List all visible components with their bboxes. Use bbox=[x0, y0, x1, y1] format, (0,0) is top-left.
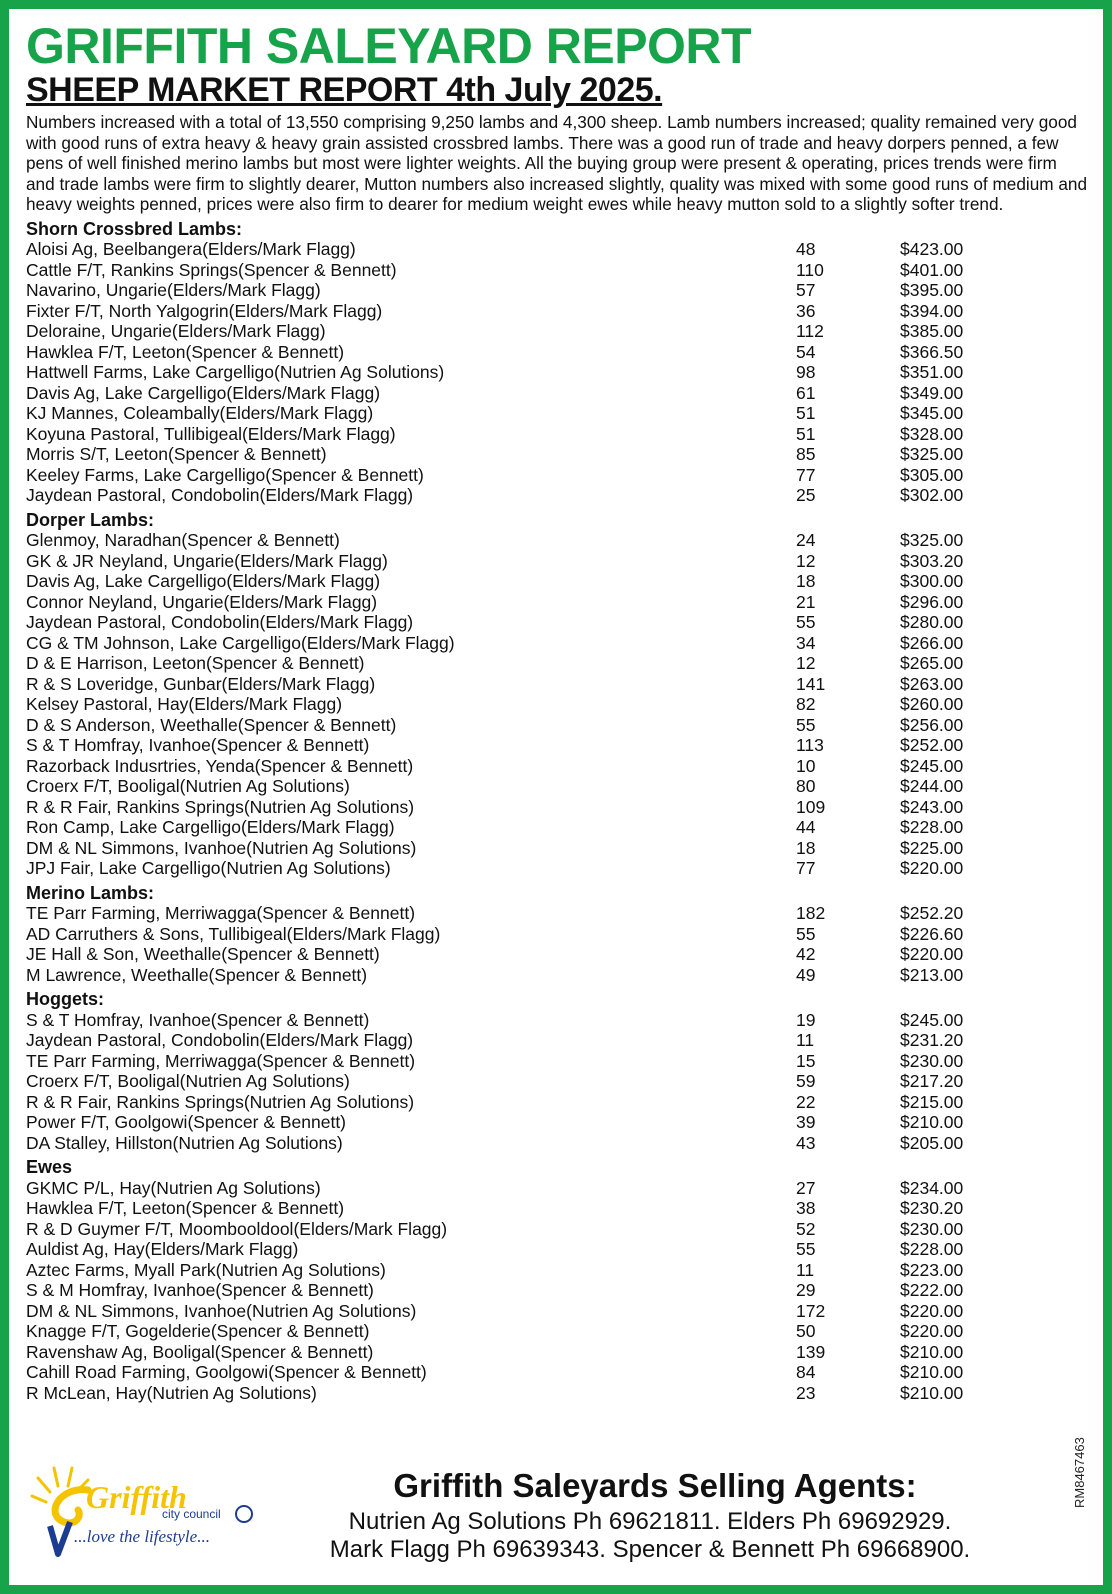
sale-row bbox=[26, 1010, 1086, 1031]
logo-council-text: city council bbox=[162, 1507, 221, 1521]
sale-row bbox=[26, 756, 1086, 777]
price-value: $252.20 bbox=[900, 903, 964, 923]
price-value: $296.00 bbox=[900, 591, 964, 612]
sale-section bbox=[26, 219, 1086, 506]
logo-wheel bbox=[236, 1506, 252, 1522]
sale-row bbox=[26, 1260, 1086, 1281]
vendor-name: TE Parr Farming, Merriwagga(Spencer & Bennett) bbox=[26, 903, 416, 923]
price-value: $325.00 bbox=[900, 530, 964, 550]
head-count: 29 bbox=[796, 1280, 816, 1300]
head-count: 51 bbox=[796, 423, 816, 444]
vendor-name: Koyuna Pastoral, Tullibigeal(Elders/Mark Flagg) bbox=[26, 423, 396, 444]
reference-number: RM8467463 bbox=[1072, 1437, 1087, 1508]
vendor-name: R McLean, Hay(Nutrien Ag Solutions) bbox=[26, 1382, 317, 1403]
head-count: 113 bbox=[796, 735, 824, 755]
sale-row bbox=[26, 924, 1086, 945]
vendor-name: Razorback Indusrtries, Yenda(Spencer & Bennett) bbox=[26, 755, 414, 776]
sale-row bbox=[26, 1342, 1086, 1363]
head-count: 39 bbox=[796, 1112, 816, 1132]
price-value: $395.00 bbox=[900, 280, 964, 300]
section-heading: Shorn Crossbred Lambs: bbox=[26, 218, 243, 239]
head-count: 22 bbox=[796, 1091, 816, 1112]
price-value: $234.00 bbox=[900, 1177, 964, 1198]
vendor-name: Hattwell Farms, Lake Cargelligo(Nutrien Ag Solutions) bbox=[26, 362, 445, 382]
sale-row bbox=[26, 633, 1086, 654]
vendor-name: Jaydean Pastoral, Condobolin(Elders/Mark Flagg) bbox=[26, 485, 414, 505]
sale-row bbox=[26, 530, 1086, 551]
vendor-name: CG & TM Johnson, Lake Cargelligo(Elders/Mark Flagg) bbox=[26, 632, 455, 653]
vendor-name: Knagge F/T, Gogelderie(Spencer & Bennett) bbox=[26, 1321, 370, 1341]
sale-row bbox=[26, 1383, 1086, 1404]
head-count: 25 bbox=[796, 485, 816, 505]
head-count: 182 bbox=[796, 903, 826, 923]
vendor-name: GKMC P/L, Hay(Nutrien Ag Solutions) bbox=[26, 1177, 321, 1198]
sale-row bbox=[26, 817, 1086, 838]
sale-section bbox=[26, 989, 1086, 1153]
sale-row bbox=[26, 694, 1086, 715]
head-count: 27 bbox=[796, 1177, 816, 1198]
vendor-name: Davis Ag, Lake Cargelligo(Elders/Mark Flagg) bbox=[26, 571, 381, 591]
head-count: 38 bbox=[796, 1198, 816, 1218]
price-value: $394.00 bbox=[900, 300, 964, 321]
vendor-name: DM & NL Simmons, Ivanhoe(Nutrien Ag Solutions) bbox=[26, 1300, 417, 1321]
head-count: 18 bbox=[796, 571, 816, 591]
sale-row bbox=[26, 1133, 1086, 1154]
selling-agents-line-1: Nutrien Ag Solutions Ph 69621811. Elders Ph 69692929. bbox=[348, 1508, 952, 1535]
sale-row bbox=[26, 1198, 1086, 1219]
head-count: 112 bbox=[796, 321, 824, 341]
sale-row bbox=[26, 1178, 1086, 1199]
vendor-name: Ravenshaw Ag, Booligal(Spencer & Bennett) bbox=[26, 1341, 374, 1362]
logo-tagline: ...love the lifestyle... bbox=[74, 1527, 210, 1546]
vendor-name: Deloraine, Ungarie(Elders/Mark Flagg) bbox=[26, 321, 326, 341]
head-count: 55 bbox=[796, 714, 816, 735]
vendor-name: Hawklea F/T, Leeton(Spencer & Bennett) bbox=[26, 1198, 345, 1218]
price-value: $228.00 bbox=[900, 1239, 964, 1259]
vendor-name: KJ Mannes, Coleambally(Elders/Mark Flagg) bbox=[26, 403, 374, 423]
price-value: $305.00 bbox=[900, 464, 964, 485]
logo-graphic bbox=[30, 1462, 260, 1557]
price-value: $210.00 bbox=[900, 1112, 964, 1132]
vendor-name: Aloisi Ag, Beelbangera(Elders/Mark Flagg) bbox=[26, 239, 356, 259]
head-count: 10 bbox=[796, 755, 816, 776]
head-count: 15 bbox=[796, 1050, 816, 1071]
head-count: 11 bbox=[796, 1030, 815, 1050]
sale-row bbox=[26, 485, 1086, 506]
sale-row bbox=[26, 1092, 1086, 1113]
vendor-name: S & T Homfray, Ivanhoe(Spencer & Bennett) bbox=[26, 1009, 370, 1030]
head-count: 11 bbox=[796, 1259, 815, 1280]
report-subtitle: SHEEP MARKET REPORT 4th July 2025. bbox=[26, 71, 663, 109]
sale-row bbox=[26, 1051, 1086, 1072]
head-count: 109 bbox=[796, 796, 826, 817]
head-count: 36 bbox=[796, 300, 816, 321]
head-count: 52 bbox=[796, 1218, 816, 1239]
vendor-name: Morris S/T, Leeton(Spencer & Bennett) bbox=[26, 444, 327, 464]
head-count: 139 bbox=[796, 1341, 826, 1362]
price-value: $220.00 bbox=[900, 944, 964, 964]
price-value: $230.00 bbox=[900, 1218, 964, 1239]
price-value: $302.00 bbox=[900, 485, 964, 505]
price-value: $351.00 bbox=[900, 362, 964, 382]
sale-row bbox=[26, 715, 1086, 736]
vendor-name: TE Parr Farming, Merriwagga(Spencer & Bennett) bbox=[26, 1050, 416, 1071]
vendor-name: Keeley Farms, Lake Cargelligo(Spencer & Bennett) bbox=[26, 464, 424, 485]
price-value: $280.00 bbox=[900, 612, 964, 632]
report-title: GRIFFITH SALEYARD REPORT bbox=[26, 18, 752, 74]
head-count: 141 bbox=[796, 673, 826, 694]
head-count: 34 bbox=[796, 632, 816, 653]
sale-row bbox=[26, 592, 1086, 613]
head-count: 172 bbox=[796, 1300, 826, 1321]
logo-stem bbox=[50, 1522, 70, 1554]
head-count: 44 bbox=[796, 817, 816, 837]
sale-row bbox=[26, 280, 1086, 301]
price-value: $265.00 bbox=[900, 653, 964, 673]
price-value: $205.00 bbox=[900, 1132, 964, 1153]
price-value: $223.00 bbox=[900, 1259, 964, 1280]
price-value: $220.00 bbox=[900, 858, 964, 878]
vendor-name: S & T Homfray, Ivanhoe(Spencer & Bennett) bbox=[26, 735, 370, 755]
vendor-name: Cattle F/T, Rankins Springs(Spencer & Bennett) bbox=[26, 259, 397, 280]
vendor-name: R & D Guymer F/T, Moombooldool(Elders/Mark Flagg) bbox=[26, 1218, 448, 1239]
vendor-name: D & E Harrison, Leeton(Spencer & Bennett) bbox=[26, 653, 365, 673]
vendor-name: Fixter F/T, North Yalgogrin(Elders/Mark Flagg) bbox=[26, 300, 383, 321]
head-count: 55 bbox=[796, 612, 816, 632]
head-count: 54 bbox=[796, 341, 816, 362]
section-heading: Hoggets: bbox=[26, 989, 104, 1009]
vendor-name: Navarino, Ungarie(Elders/Mark Flagg) bbox=[26, 280, 321, 300]
vendor-name: DM & NL Simmons, Ivanhoe(Nutrien Ag Solutions) bbox=[26, 837, 417, 858]
vendor-name: R & R Fair, Rankins Springs(Nutrien Ag Solutions) bbox=[26, 796, 415, 817]
price-value: $243.00 bbox=[900, 796, 964, 817]
sale-row bbox=[26, 1112, 1086, 1133]
vendor-name: Ron Camp, Lake Cargelligo(Elders/Mark Flagg) bbox=[26, 817, 395, 837]
price-value: $215.00 bbox=[900, 1091, 964, 1112]
section-heading: Ewes bbox=[26, 1157, 73, 1177]
head-count: 51 bbox=[796, 403, 816, 423]
vendor-name: M Lawrence, Weethalle(Spencer & Bennett) bbox=[26, 964, 368, 985]
head-count: 50 bbox=[796, 1321, 816, 1341]
vendor-name: Cahill Road Farming, Goolgowi(Spencer & Bennett) bbox=[26, 1362, 427, 1382]
sale-row bbox=[26, 424, 1086, 445]
head-count: 12 bbox=[796, 653, 816, 673]
sale-row bbox=[26, 1280, 1086, 1301]
vendor-name: Aztec Farms, Myall Park(Nutrien Ag Solutions) bbox=[26, 1259, 386, 1280]
vendor-name: Glenmoy, Naradhan(Spencer & Bennett) bbox=[26, 530, 340, 550]
section-heading: Dorper Lambs: bbox=[26, 509, 155, 530]
intro-paragraph: Numbers increased with a total of 13,550 comprising 9,250 lambs and 4,300 sheep. Lamb numbers increased; quality remained very good with good runs of extra heavy & heavy grain assisted crossbred lambs. There was a good run of trade and heavy dorpers penned, a few pens of well finished merino lambs but most were lighter weights. All the buying group were present & operating, prices trends were firm and trade lambs were firm to slightly dearer, Mutton numbers also increased slightly, quality was mixed with some good runs of medium and heavy weights penned, prices were also firm to dearer for medium weight ewes while heavy mutton sold to a slightly softer trend. bbox=[26, 112, 1088, 214]
sale-row bbox=[26, 838, 1086, 859]
sale-row bbox=[26, 797, 1086, 818]
report-body bbox=[26, 20, 1086, 1407]
sale-row bbox=[26, 653, 1086, 674]
sale-row bbox=[26, 858, 1086, 879]
head-count: 49 bbox=[796, 964, 816, 985]
sale-row bbox=[26, 1219, 1086, 1240]
sale-row bbox=[26, 1362, 1086, 1383]
price-value: $300.00 bbox=[900, 571, 964, 591]
logo-g-mark bbox=[55, 1490, 88, 1523]
head-count: 21 bbox=[796, 591, 816, 612]
vendor-name: R & R Fair, Rankins Springs(Nutrien Ag Solutions) bbox=[26, 1091, 415, 1112]
sale-row bbox=[26, 301, 1086, 322]
head-count: 59 bbox=[796, 1071, 816, 1091]
price-value: $385.00 bbox=[900, 321, 964, 341]
griffith-city-council-logo bbox=[30, 1462, 260, 1557]
sale-row bbox=[26, 342, 1086, 363]
vendor-name: Auldist Ag, Hay(Elders/Mark Flagg) bbox=[26, 1239, 299, 1259]
sale-row bbox=[26, 571, 1086, 592]
price-value: $210.00 bbox=[900, 1362, 964, 1382]
vendor-name: DA Stalley, Hillston(Nutrien Ag Solutions) bbox=[26, 1132, 343, 1153]
vendor-name: Power F/T, Goolgowi(Spencer & Bennett) bbox=[26, 1112, 347, 1132]
vendor-name: Davis Ag, Lake Cargelligo(Elders/Mark Flagg) bbox=[26, 382, 381, 403]
sale-row bbox=[26, 383, 1086, 404]
sale-row bbox=[26, 735, 1086, 756]
vendor-name: JPJ Fair, Lake Cargelligo(Nutrien Ag Solutions) bbox=[26, 858, 391, 878]
head-count: 57 bbox=[796, 280, 816, 300]
head-count: 42 bbox=[796, 944, 816, 964]
head-count: 48 bbox=[796, 239, 816, 259]
sale-row bbox=[26, 1301, 1086, 1322]
price-value: $260.00 bbox=[900, 694, 964, 714]
head-count: 23 bbox=[796, 1382, 816, 1403]
footer bbox=[0, 1450, 1112, 1585]
price-value: $252.00 bbox=[900, 735, 964, 755]
price-value: $325.00 bbox=[900, 444, 964, 464]
vendor-name: Croerx F/T, Booligal(Nutrien Ag Solutions) bbox=[26, 1071, 350, 1091]
head-count: 82 bbox=[796, 694, 816, 714]
vendor-name: AD Carruthers & Sons, Tullibigeal(Elders/Mark Flagg) bbox=[26, 923, 441, 944]
price-value: $303.20 bbox=[900, 550, 964, 571]
sales-sections bbox=[26, 219, 1086, 1404]
vendor-name: Kelsey Pastoral, Hay(Elders/Mark Flagg) bbox=[26, 694, 343, 714]
head-count: 24 bbox=[796, 530, 816, 550]
price-value: $226.60 bbox=[900, 923, 964, 944]
price-value: $230.20 bbox=[900, 1198, 964, 1218]
price-value: $345.00 bbox=[900, 403, 964, 423]
sale-row bbox=[26, 1071, 1086, 1092]
head-count: 18 bbox=[796, 837, 816, 858]
head-count: 55 bbox=[796, 923, 816, 944]
head-count: 110 bbox=[796, 259, 824, 280]
price-value: $230.00 bbox=[900, 1050, 964, 1071]
price-value: $217.20 bbox=[900, 1071, 964, 1091]
vendor-name: Jaydean Pastoral, Condobolin(Elders/Mark Flagg) bbox=[26, 612, 414, 632]
price-value: $228.00 bbox=[900, 817, 964, 837]
vendor-name: D & S Anderson, Weethalle(Spencer & Bennett) bbox=[26, 714, 397, 735]
head-count: 61 bbox=[796, 382, 816, 403]
sale-row bbox=[26, 776, 1086, 797]
price-value: $328.00 bbox=[900, 423, 964, 444]
sale-row bbox=[26, 674, 1086, 695]
vendor-name: S & M Homfray, Ivanhoe(Spencer & Bennett) bbox=[26, 1280, 374, 1300]
sale-section bbox=[26, 1157, 1086, 1403]
head-count: 55 bbox=[796, 1239, 816, 1259]
vendor-name: R & S Loveridge, Gunbar(Elders/Mark Flagg) bbox=[26, 673, 376, 694]
price-value: $266.00 bbox=[900, 632, 964, 653]
sale-row bbox=[26, 403, 1086, 424]
price-value: $245.00 bbox=[900, 755, 964, 776]
price-value: $225.00 bbox=[900, 837, 964, 858]
selling-agents-line-2: Mark Flagg Ph 69639343. Spencer & Bennett Ph 69668900. bbox=[329, 1536, 971, 1563]
sale-row bbox=[26, 903, 1086, 924]
sale-row bbox=[26, 612, 1086, 633]
price-value: $423.00 bbox=[900, 239, 964, 259]
price-value: $210.00 bbox=[900, 1341, 964, 1362]
head-count: 77 bbox=[796, 858, 816, 878]
price-value: $213.00 bbox=[900, 964, 964, 985]
price-value: $366.50 bbox=[900, 341, 964, 362]
sale-row bbox=[26, 362, 1086, 383]
head-count: 98 bbox=[796, 362, 816, 382]
price-value: $349.00 bbox=[900, 382, 964, 403]
price-value: $244.00 bbox=[900, 776, 964, 796]
sale-row bbox=[26, 239, 1086, 260]
sale-row bbox=[26, 965, 1086, 986]
price-value: $256.00 bbox=[900, 714, 964, 735]
sale-row bbox=[26, 321, 1086, 342]
head-count: 84 bbox=[796, 1362, 816, 1382]
price-value: $401.00 bbox=[900, 259, 964, 280]
logo-wordmark: Griffith bbox=[86, 1479, 187, 1515]
vendor-name: Croerx F/T, Booligal(Nutrien Ag Solutions) bbox=[26, 776, 350, 796]
vendor-name: Connor Neyland, Ungarie(Elders/Mark Flagg) bbox=[26, 591, 378, 612]
sale-row bbox=[26, 465, 1086, 486]
vendor-name: JE Hall & Son, Weethalle(Spencer & Bennett) bbox=[26, 944, 380, 964]
head-count: 77 bbox=[796, 464, 816, 485]
sale-row bbox=[26, 1239, 1086, 1260]
vendor-name: GK & JR Neyland, Ungarie(Elders/Mark Flagg) bbox=[26, 550, 388, 571]
head-count: 12 bbox=[796, 550, 816, 571]
price-value: $222.00 bbox=[900, 1280, 964, 1300]
price-value: $231.20 bbox=[900, 1030, 964, 1050]
sale-section bbox=[26, 510, 1086, 879]
price-value: $263.00 bbox=[900, 673, 964, 694]
head-count: 19 bbox=[796, 1009, 816, 1030]
price-value: $220.00 bbox=[900, 1300, 964, 1321]
price-value: $220.00 bbox=[900, 1321, 964, 1341]
vendor-name: Jaydean Pastoral, Condobolin(Elders/Mark Flagg) bbox=[26, 1030, 414, 1050]
selling-agents-title: Griffith Saleyards Selling Agents: bbox=[393, 1467, 917, 1504]
head-count: 85 bbox=[796, 444, 816, 464]
sale-row bbox=[26, 551, 1086, 572]
sale-row bbox=[26, 260, 1086, 281]
sale-row bbox=[26, 444, 1086, 465]
head-count: 80 bbox=[796, 776, 816, 796]
price-value: $210.00 bbox=[900, 1382, 964, 1403]
sale-section bbox=[26, 883, 1086, 986]
head-count: 43 bbox=[796, 1132, 816, 1153]
vendor-name: Hawklea F/T, Leeton(Spencer & Bennett) bbox=[26, 341, 345, 362]
sale-row bbox=[26, 1030, 1086, 1051]
price-value: $245.00 bbox=[900, 1009, 964, 1030]
sale-row bbox=[26, 1321, 1086, 1342]
sale-row bbox=[26, 944, 1086, 965]
section-heading: Merino Lambs: bbox=[26, 882, 155, 903]
